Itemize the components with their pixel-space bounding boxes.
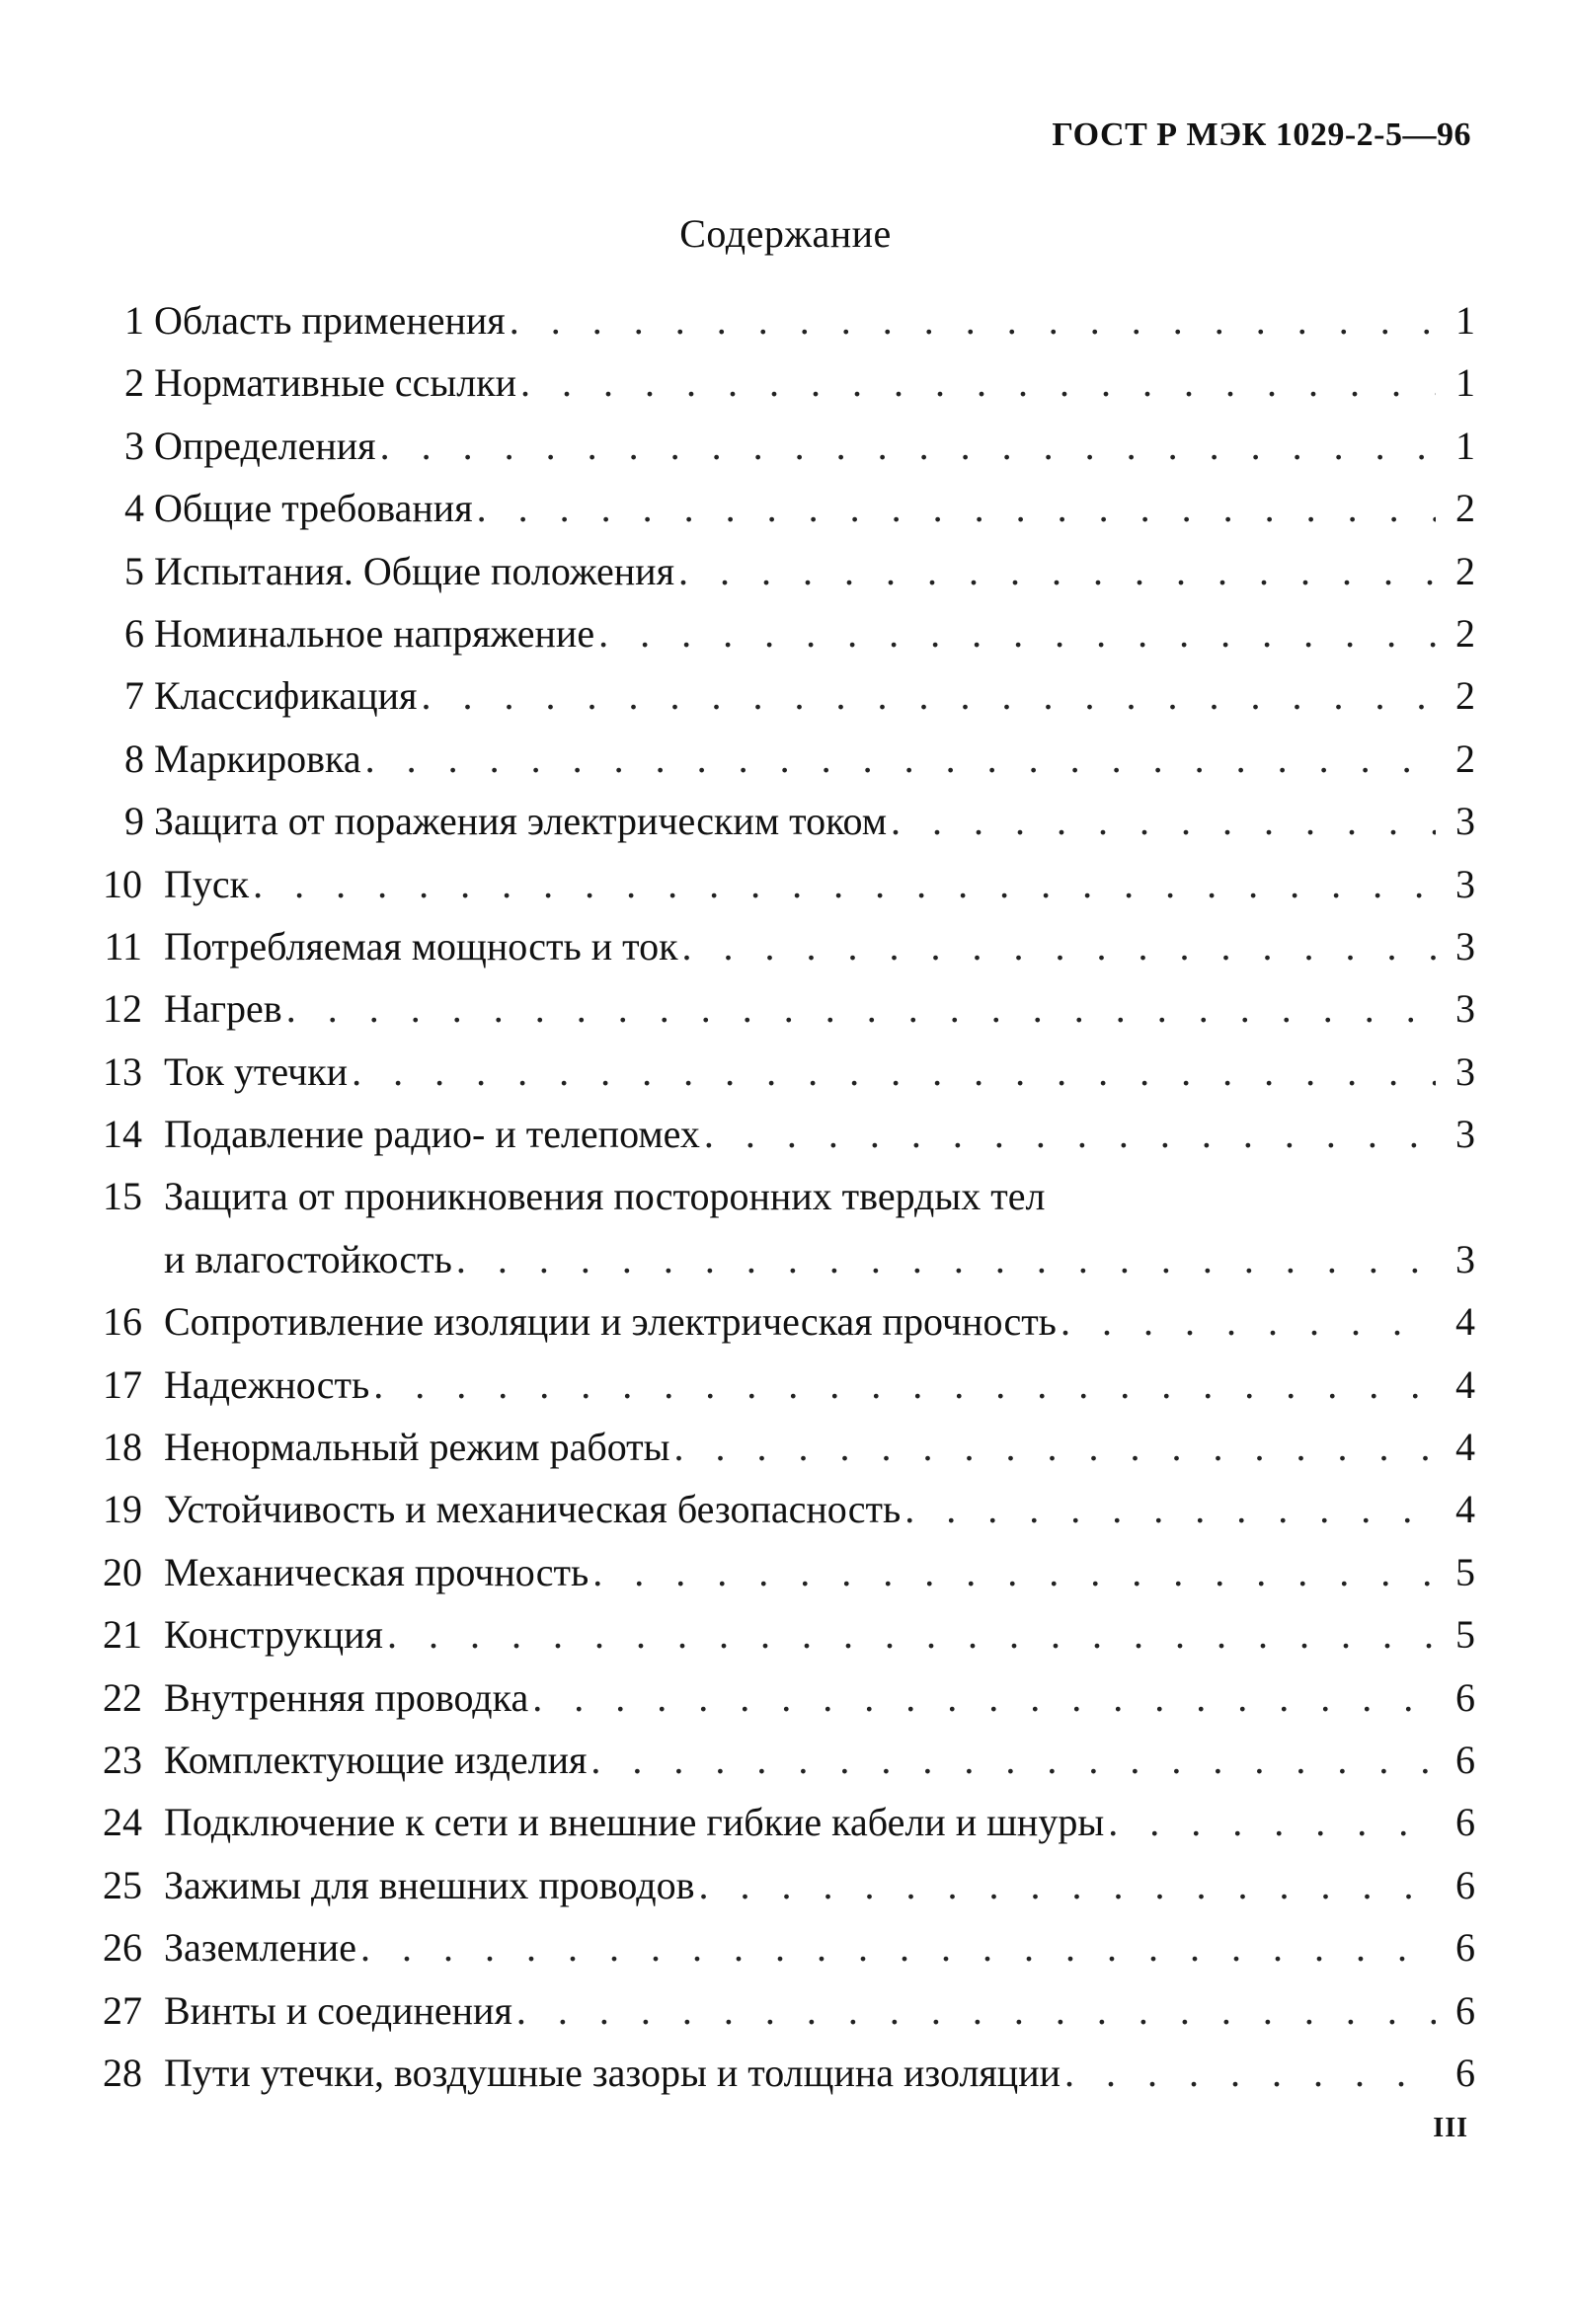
toc-entry-page: 3 — [1455, 1048, 1475, 1094]
toc-entry-label: Конструкция — [164, 1612, 383, 1658]
toc-entry-line — [164, 1354, 1475, 1416]
toc-dot-leader — [380, 415, 1436, 477]
toc-entry — [93, 351, 1475, 414]
toc-entry-label: Устойчивость и механическая безопасность — [164, 1487, 902, 1532]
toc-dot-leader — [286, 977, 1436, 1040]
toc-entry-label: Общие требования — [154, 486, 473, 531]
toc-entry-line — [164, 1290, 1475, 1353]
toc-entry-page: 5 — [1455, 1612, 1475, 1658]
toc-dot-leader — [699, 1854, 1437, 1916]
toc-entry — [93, 1666, 1475, 1729]
toc-dot-leader — [678, 540, 1436, 602]
toc-entry-label: Ненормальный режим работы — [164, 1425, 670, 1470]
toc-entry-number: 9 — [124, 799, 144, 844]
toc-entry-label: Определения — [154, 423, 376, 468]
toc-entry-number: 10 — [103, 861, 142, 906]
toc-entry — [93, 1041, 1475, 1103]
toc-dot-leader — [253, 853, 1436, 915]
toc-entry-page: 2 — [1455, 736, 1475, 781]
toc-dot-leader — [904, 1478, 1436, 1540]
toc-entry-page: 3 — [1455, 1112, 1475, 1157]
toc-entry-line — [164, 1416, 1475, 1478]
table-of-contents — [93, 289, 1475, 2104]
toc-entry-page: 2 — [1455, 610, 1475, 656]
toc-entry-number: 22 — [103, 1674, 142, 1720]
toc-entry — [93, 1103, 1475, 1165]
toc-entry-number: 8 — [124, 736, 144, 781]
toc-entry-page: 3 — [1455, 861, 1475, 906]
toc-entry-line — [154, 351, 1475, 414]
toc-entry-label: Пути утечки, воздушные зазоры и толщина изоляции — [164, 2050, 1061, 2095]
toc-entry-number: 20 — [103, 1549, 142, 1594]
toc-entry-label: Комплектующие изделия — [164, 1738, 588, 1782]
toc-entry-number: 25 — [103, 1862, 142, 1907]
toc-entry — [93, 1416, 1475, 1478]
toc-entry-page: 6 — [1455, 1674, 1475, 1720]
toc-entry-page: 1 — [1455, 298, 1475, 343]
toc-entry-page: 5 — [1455, 1549, 1475, 1594]
toc-entry-page: 6 — [1455, 2050, 1475, 2095]
toc-entry-line — [154, 664, 1475, 727]
toc-entry-label: Зажимы для внешних проводов — [164, 1862, 695, 1907]
toc-entry-page: 2 — [1455, 673, 1475, 719]
toc-dot-leader — [598, 602, 1436, 664]
toc-entry-line — [164, 853, 1475, 915]
toc-dot-leader — [682, 915, 1436, 977]
toc-entry — [93, 1290, 1475, 1353]
toc-entry-page: 1 — [1455, 360, 1475, 406]
document-header: ГОСТ Р МЭК 1029-2-5—96 — [1052, 116, 1471, 153]
toc-entry — [93, 1478, 1475, 1540]
toc-entry — [93, 477, 1475, 539]
toc-entry — [93, 415, 1475, 477]
toc-dot-leader — [1108, 1791, 1436, 1853]
toc-entry-number: 7 — [124, 673, 144, 719]
toc-entry-number: 2 — [124, 360, 144, 406]
toc-entry — [93, 915, 1475, 977]
toc-entry-label: Испытания. Общие положения — [154, 548, 674, 593]
toc-entry-page: 6 — [1455, 1987, 1475, 2033]
toc-entry-label: Нагрев — [164, 986, 282, 1032]
toc-entry-line — [154, 540, 1475, 602]
toc-entry-label: Заземление — [164, 1925, 356, 1971]
toc-entry-line — [154, 728, 1475, 790]
toc-entry — [93, 1603, 1475, 1666]
toc-entry-line — [164, 1478, 1475, 1540]
toc-entry-number: 1 — [124, 298, 144, 343]
toc-entry-line — [164, 915, 1475, 977]
toc-entry — [93, 728, 1475, 790]
toc-dot-leader — [674, 1416, 1436, 1478]
toc-entry-line — [164, 1041, 1475, 1103]
toc-dot-leader — [373, 1354, 1436, 1416]
toc-entry-number: 14 — [103, 1112, 142, 1157]
toc-entry — [93, 977, 1475, 1040]
toc-entry-number: 15 — [103, 1174, 142, 1219]
toc-entry — [93, 853, 1475, 915]
toc-entry — [93, 289, 1475, 351]
toc-entry-label: Внутренняя проводка — [164, 1674, 529, 1720]
toc-entry-line — [164, 1541, 1475, 1603]
toc-entry-number: 24 — [103, 1800, 142, 1845]
toc-dot-leader — [421, 664, 1436, 727]
toc-entry-label: Винты и соединения — [164, 1987, 512, 2033]
toc-dot-leader — [1064, 2042, 1436, 2104]
toc-entry — [93, 540, 1475, 602]
toc-entry-number: 21 — [103, 1612, 142, 1658]
toc-entry-page: 3 — [1455, 1236, 1475, 1281]
toc-entry-number: 17 — [103, 1361, 142, 1407]
toc-entry-line — [164, 1729, 1475, 1791]
toc-entry-number: 6 — [124, 610, 144, 656]
toc-dot-leader — [387, 1603, 1436, 1666]
toc-entry-number: 12 — [103, 986, 142, 1032]
toc-entry-label: Потребляемая мощность и ток — [164, 923, 678, 968]
toc-entry-label: Пуск — [164, 861, 250, 906]
toc-entry-label: Подключение к сети и внешние гибкие кабели и шнуры — [164, 1800, 1105, 1845]
toc-entry-line — [164, 1103, 1475, 1165]
toc-dot-leader — [352, 1041, 1436, 1103]
toc-entry-number: 16 — [103, 1299, 142, 1345]
toc-entry-label: Механическая прочность — [164, 1549, 589, 1594]
toc-entry-number: 4 — [124, 486, 144, 531]
toc-entry — [93, 1916, 1475, 1978]
toc-entry-label: Надежность — [164, 1361, 370, 1407]
toc-entry-label-continuation: и влагостойкость — [164, 1236, 452, 1281]
toc-entry-line — [154, 289, 1475, 351]
toc-entry-page: 4 — [1455, 1487, 1475, 1532]
toc-entry-number: 28 — [103, 2050, 142, 2095]
toc-dot-leader — [891, 790, 1436, 852]
toc-entry-page: 3 — [1455, 923, 1475, 968]
toc-entry-page: 4 — [1455, 1425, 1475, 1470]
toc-entry-label: Область применения — [154, 298, 506, 343]
toc-dot-leader — [516, 1979, 1436, 2042]
toc-entry-label: Нормативные ссылки — [154, 360, 517, 406]
toc-entry-continuation — [164, 1228, 1475, 1290]
toc-entry-line — [164, 1916, 1475, 1978]
toc-entry-line — [154, 477, 1475, 539]
toc-entry-line — [154, 602, 1475, 664]
toc-entry-label: Классификация — [154, 673, 418, 719]
toc-entry-number: 27 — [103, 1987, 142, 2033]
toc-entry — [93, 1791, 1475, 1853]
toc-entry — [93, 790, 1475, 852]
contents-title: Содержание — [679, 211, 892, 256]
toc-entry-label: Номинальное напряжение — [154, 610, 595, 656]
toc-dot-leader — [360, 1916, 1436, 1978]
toc-entry-number: 26 — [103, 1925, 142, 1971]
toc-entry-label: Подавление радио- и телепомех — [164, 1112, 700, 1157]
toc-entry-page: 6 — [1455, 1862, 1475, 1907]
toc-entry-number: 18 — [103, 1425, 142, 1470]
toc-entry-number: 5 — [124, 548, 144, 593]
toc-entry-number: 13 — [103, 1048, 142, 1094]
toc-entry — [93, 664, 1475, 727]
toc-entry-page: 6 — [1455, 1925, 1475, 1971]
toc-entry-page: 6 — [1455, 1800, 1475, 1845]
toc-dot-leader — [477, 477, 1436, 539]
toc-entry-line — [164, 1791, 1475, 1853]
toc-entry — [93, 1979, 1475, 2042]
toc-dot-leader — [456, 1228, 1436, 1290]
toc-entry — [93, 602, 1475, 664]
toc-entry-label: Защита от проникновения посторонних твердых тел — [164, 1174, 1046, 1219]
toc-entry-line — [164, 2042, 1475, 2104]
toc-entry — [93, 1354, 1475, 1416]
toc-entry — [93, 2042, 1475, 2104]
toc-dot-leader — [592, 1541, 1436, 1603]
toc-entry-line — [164, 977, 1475, 1040]
toc-entry-number: 19 — [103, 1487, 142, 1532]
toc-entry — [93, 1165, 1475, 1290]
toc-entry-line — [154, 415, 1475, 477]
roman-page-number: III — [1433, 2113, 1468, 2143]
toc-entry-number: 11 — [104, 923, 142, 968]
toc-dot-leader — [520, 351, 1436, 414]
toc-dot-leader — [590, 1729, 1436, 1791]
toc-entry — [93, 1854, 1475, 1916]
toc-entry-page: 4 — [1455, 1299, 1475, 1345]
toc-entry-page: 2 — [1455, 486, 1475, 531]
toc-entry-page: 2 — [1455, 548, 1475, 593]
toc-entry-line — [164, 1854, 1475, 1916]
toc-entry-page: 3 — [1455, 986, 1475, 1032]
toc-dot-leader — [365, 728, 1436, 790]
toc-entry-page: 4 — [1455, 1361, 1475, 1407]
toc-entry-label: Маркировка — [154, 736, 361, 781]
toc-entry-label: Защита от поражения электрическим током — [154, 799, 888, 844]
toc-dot-leader — [532, 1666, 1436, 1729]
toc-entry-label: Сопротивление изоляции и электрическая прочность — [164, 1299, 1057, 1345]
toc-entry-page: 3 — [1455, 799, 1475, 844]
toc-entry-page: 1 — [1455, 423, 1475, 468]
toc-entry-line — [164, 1603, 1475, 1666]
toc-dot-leader — [510, 289, 1436, 351]
toc-entry-line — [164, 1666, 1475, 1729]
toc-entry-label: Ток утечки — [164, 1048, 349, 1094]
toc-entry-line — [164, 1979, 1475, 2042]
toc-entry-number: 3 — [124, 423, 144, 468]
toc-entry-line — [154, 790, 1475, 852]
toc-entry-page: 6 — [1455, 1738, 1475, 1782]
toc-entry — [93, 1541, 1475, 1603]
toc-dot-leader — [704, 1103, 1436, 1165]
toc-dot-leader — [1060, 1290, 1436, 1353]
toc-entry-number: 23 — [103, 1738, 142, 1782]
toc-entry — [93, 1729, 1475, 1791]
